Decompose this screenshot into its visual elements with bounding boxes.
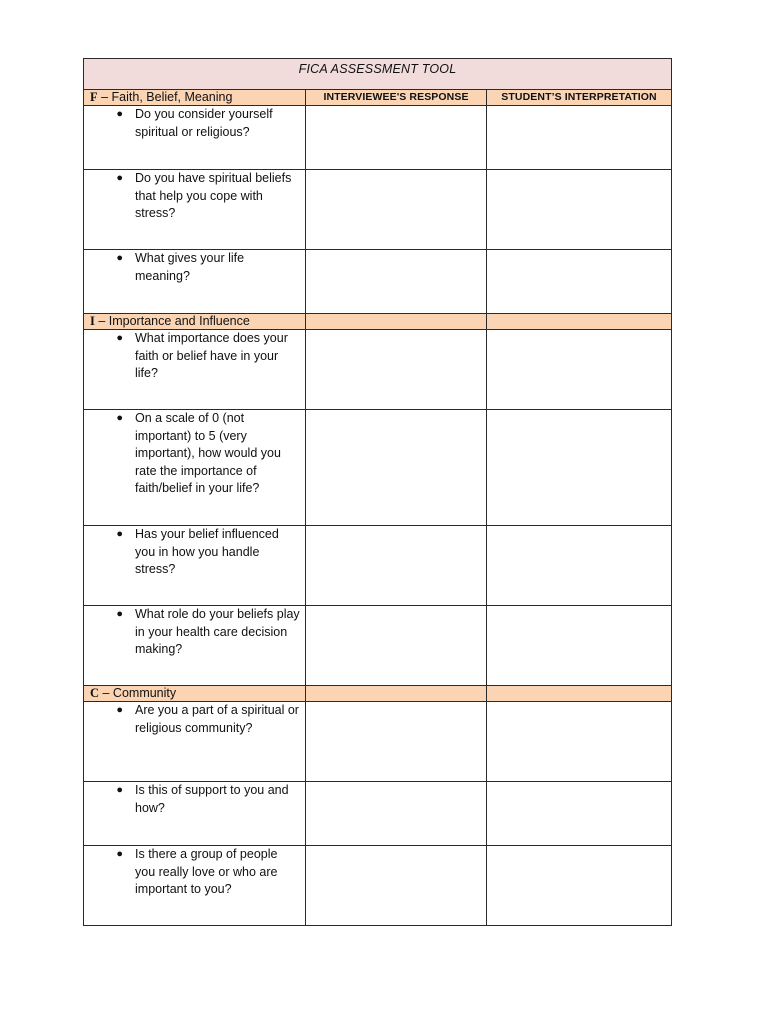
- section-title: – Faith, Belief, Meaning: [97, 90, 233, 104]
- interpretation-cell[interactable]: [487, 606, 672, 686]
- bullet-icon: ●: [116, 704, 123, 716]
- question-row: [84, 606, 672, 686]
- question-text: What importance does your faith or belief have in your life?: [135, 331, 288, 380]
- section-fill-cell: [487, 314, 672, 330]
- interpretation-cell[interactable]: [487, 410, 672, 526]
- response-cell[interactable]: [306, 846, 487, 926]
- question-cell: [84, 846, 306, 926]
- bullet-icon: ●: [116, 784, 123, 796]
- question-row: [84, 410, 672, 526]
- section-letter: F: [90, 90, 98, 104]
- question-row: [84, 526, 672, 606]
- question-text: Do you consider yourself spiritual or religious?: [135, 107, 273, 139]
- response-cell[interactable]: [306, 606, 487, 686]
- bullet-icon: ●: [116, 412, 123, 424]
- question-row: [84, 250, 672, 314]
- column-header-interpretation: [487, 90, 672, 106]
- column-header-response: [306, 90, 487, 106]
- question-cell: [84, 106, 306, 170]
- section-fill-cell: [306, 686, 487, 702]
- section-header-f: [84, 90, 672, 106]
- interpretation-cell[interactable]: [487, 782, 672, 846]
- response-cell[interactable]: [306, 106, 487, 170]
- interpretation-cell[interactable]: [487, 846, 672, 926]
- fica-assessment-table: [83, 58, 672, 926]
- question-text: Is this of support to you and how?: [135, 783, 289, 815]
- question-cell: [84, 250, 306, 314]
- section-letter: I: [90, 314, 95, 328]
- bullet-icon: ●: [116, 332, 123, 344]
- question-text: What role do your beliefs play in your health care decision making?: [135, 607, 300, 656]
- question-row: [84, 330, 672, 410]
- page-title: FICA ASSESSMENT TOOL: [298, 62, 457, 76]
- column-header-label: STUDENT’S INTERPRETATION: [501, 91, 657, 103]
- question-row: [84, 782, 672, 846]
- bullet-icon: ●: [116, 172, 123, 184]
- question-text: Are you a part of a spiritual or religious community?: [135, 703, 299, 735]
- question-text: Do you have spiritual beliefs that help you cope with stress?: [135, 171, 292, 220]
- interpretation-cell[interactable]: [487, 330, 672, 410]
- interpretation-cell[interactable]: [487, 526, 672, 606]
- question-cell: [84, 170, 306, 250]
- question-row: [84, 170, 672, 250]
- bullet-icon: ●: [116, 608, 123, 620]
- column-header-label: INTERVIEWEE'S RESPONSE: [323, 91, 469, 103]
- question-text: Has your belief influenced you in how you handle stress?: [135, 527, 279, 576]
- bullet-icon: ●: [116, 848, 123, 860]
- question-cell: [84, 606, 306, 686]
- response-cell[interactable]: [306, 250, 487, 314]
- section-label-cell: [84, 314, 306, 330]
- response-cell[interactable]: [306, 170, 487, 250]
- section-fill-cell: [306, 314, 487, 330]
- bullet-icon: ●: [116, 528, 123, 540]
- question-cell: [84, 330, 306, 410]
- interpretation-cell[interactable]: [487, 170, 672, 250]
- response-cell[interactable]: [306, 782, 487, 846]
- question-cell: [84, 526, 306, 606]
- title-cell: [84, 59, 672, 90]
- response-cell[interactable]: [306, 330, 487, 410]
- response-cell[interactable]: [306, 410, 487, 526]
- section-label: [84, 90, 305, 104]
- section-label-cell: [84, 686, 306, 702]
- question-cell: [84, 702, 306, 782]
- section-title: – Community: [99, 686, 177, 700]
- response-cell[interactable]: [306, 526, 487, 606]
- bullet-icon: ●: [116, 108, 123, 120]
- section-label-cell: [84, 90, 306, 106]
- bullet-icon: ●: [116, 252, 123, 264]
- section-header-c: [84, 686, 672, 702]
- question-text: Is there a group of people you really love or who are important to you?: [135, 847, 278, 896]
- section-fill-cell: [487, 686, 672, 702]
- title-row: [84, 59, 672, 90]
- section-label: [84, 686, 305, 700]
- section-header-i: [84, 314, 672, 330]
- question-row: [84, 702, 672, 782]
- section-letter: C: [90, 686, 100, 700]
- question-row: [84, 106, 672, 170]
- question-text: What gives your life meaning?: [135, 251, 245, 283]
- question-row: [84, 846, 672, 926]
- question-cell: [84, 410, 306, 526]
- section-label: [84, 314, 305, 328]
- section-title: – Importance and Influence: [94, 314, 250, 328]
- question-cell: [84, 782, 306, 846]
- interpretation-cell[interactable]: [487, 250, 672, 314]
- question-text: On a scale of 0 (not important) to 5 (very important), how would you rate the importance of faith/belief in your life?: [135, 411, 281, 495]
- response-cell[interactable]: [306, 702, 487, 782]
- interpretation-cell[interactable]: [487, 702, 672, 782]
- interpretation-cell[interactable]: [487, 106, 672, 170]
